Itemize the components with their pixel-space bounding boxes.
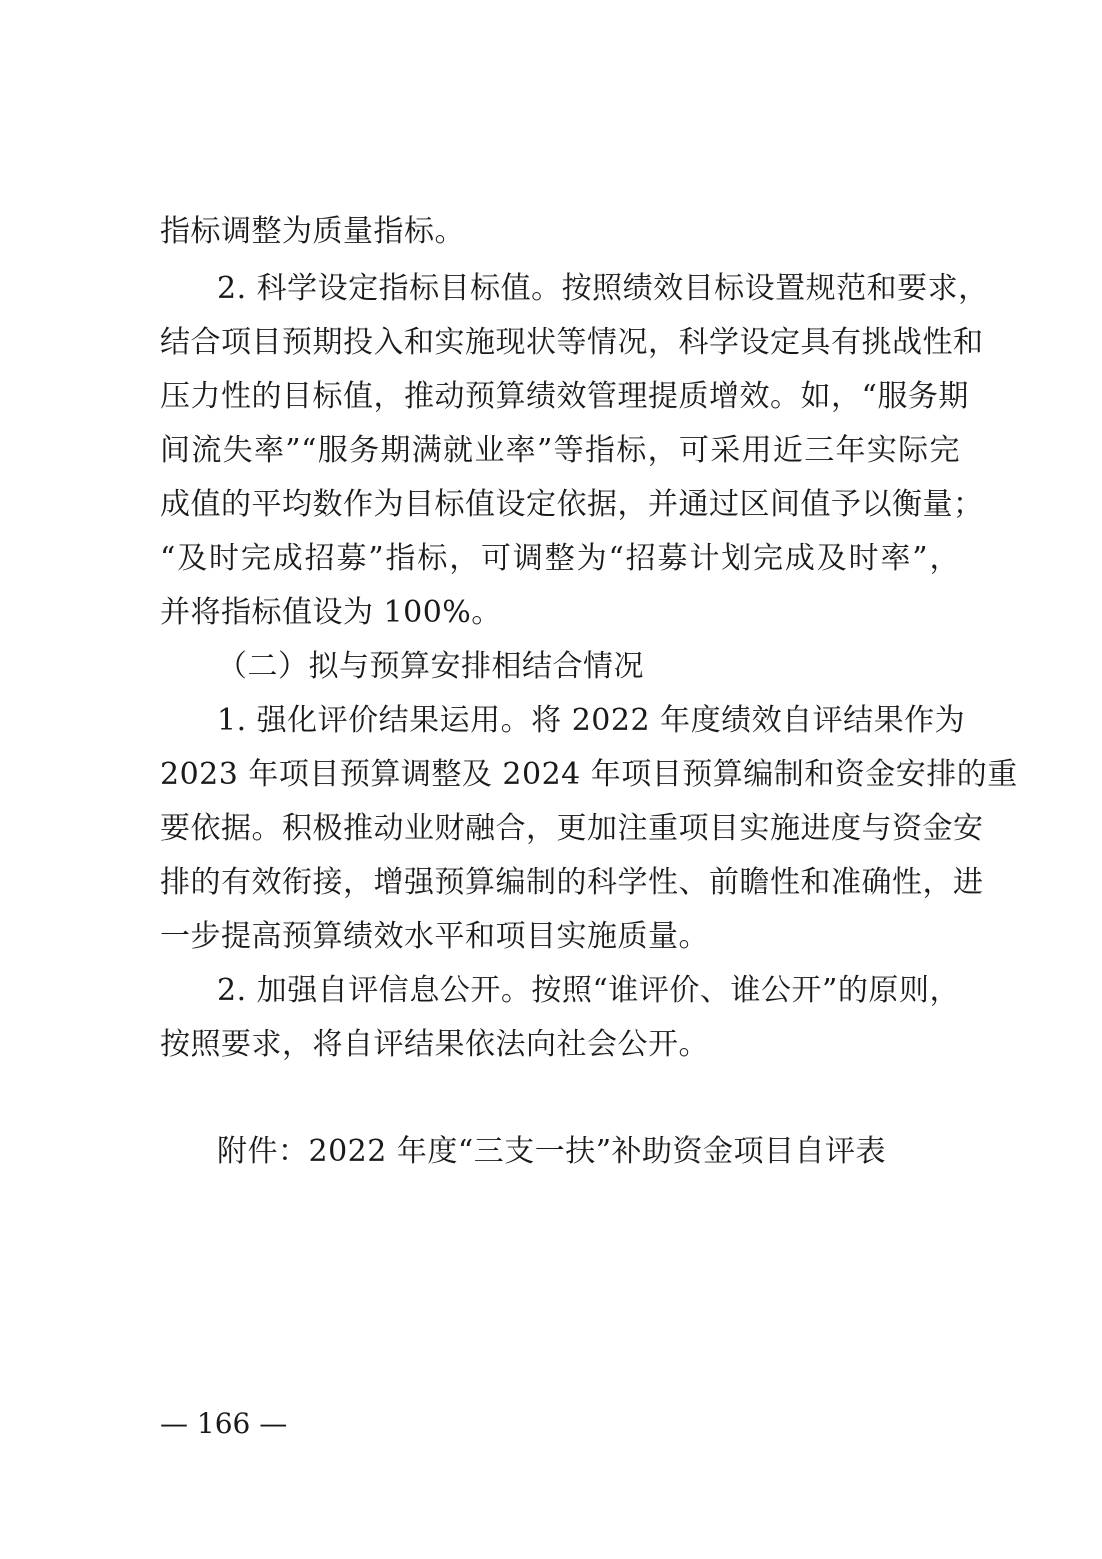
attachment-note: 附件：2022 年度“三支一扶”补助资金项目自评表 — [217, 1134, 887, 1169]
body-line: 压力性的目标值，推动预算绩效管理提质增效。如，“服务期 — [160, 379, 969, 414]
body-line: 排的有效衔接，增强预算编制的科学性、前瞻性和准确性，进 — [160, 865, 984, 900]
body-line: 一步提高预算绩效水平和项目实施质量。 — [160, 919, 709, 954]
body-line: 1. 强化评价结果运用。将 2022 年度绩效自评结果作为 — [217, 703, 966, 738]
body-line: 要依据。积极推动业财融合，更加注重项目实施进度与资金安 — [160, 811, 984, 846]
page-number: — 166 — — [160, 1407, 288, 1440]
body-line: 2023 年项目预算调整及 2024 年项目预算编制和资金安排的重 — [160, 757, 1018, 792]
body-line: 成值的平均数作为目标值设定依据，并通过区间值予以衡量； — [160, 487, 984, 522]
body-line: 指标调整为质量指标。 — [160, 214, 465, 249]
body-line: “及时完成招募”指标，可调整为“招募计划完成及时率”， — [160, 541, 960, 576]
body-line: 2. 科学设定指标目标值。按照绩效目标设置规范和要求， — [217, 271, 989, 306]
body-line: 按照要求，将自评结果依法向社会公开。 — [160, 1027, 709, 1062]
body-line: 并将指标值设为 100%。 — [160, 595, 502, 630]
body-line: 结合项目预期投入和实施现状等情况，科学设定具有挑战性和 — [160, 325, 984, 360]
body-line: 2. 加强自评信息公开。按照“谁评价、谁公开”的原则， — [217, 973, 960, 1008]
section-heading: （二）拟与预算安排相结合情况 — [217, 649, 644, 684]
body-line: 间流失率”“服务期满就业率”等指标，可采用近三年实际完 — [160, 433, 960, 468]
